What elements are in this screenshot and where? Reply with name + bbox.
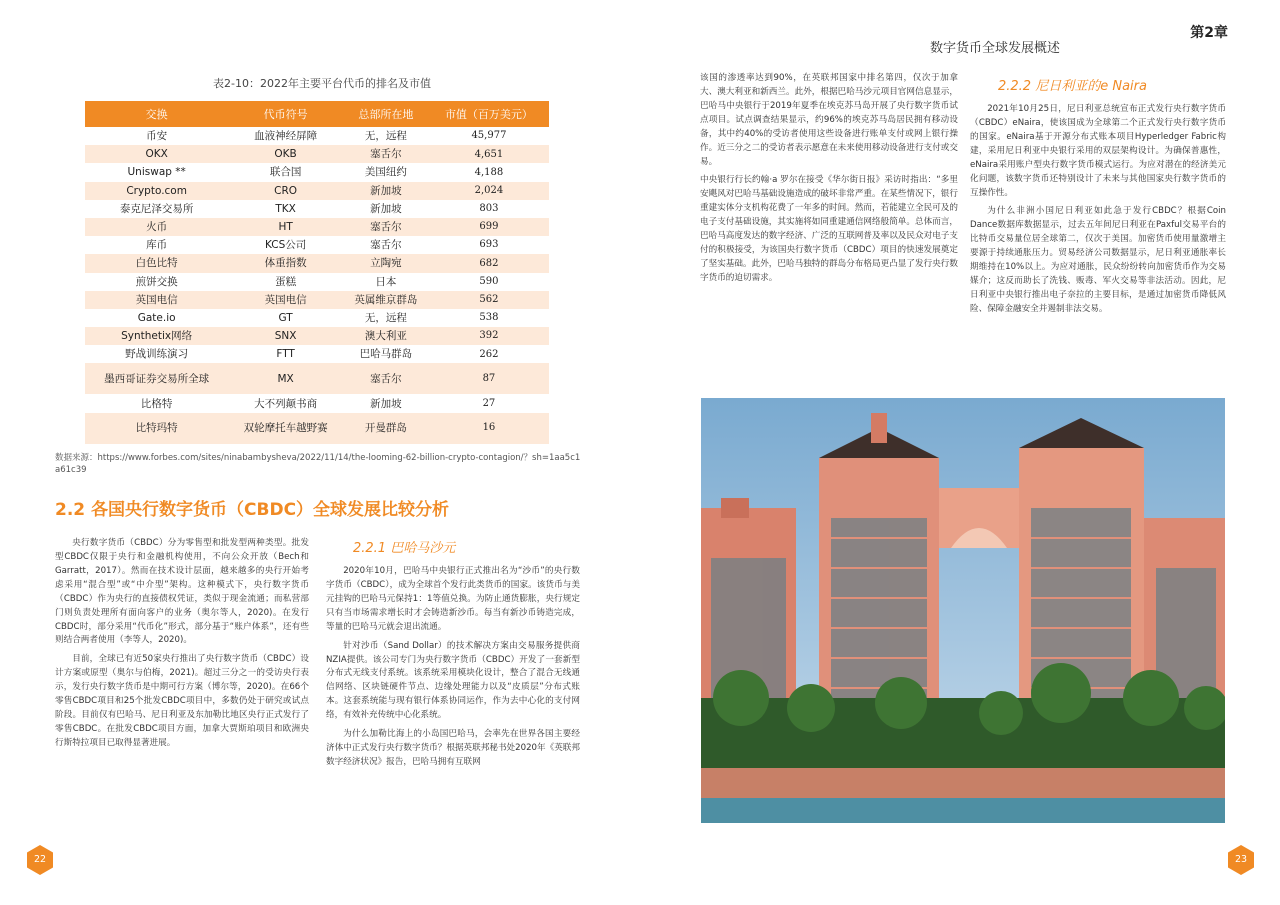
chapter-title: 数字货币全球发展概述	[930, 41, 1061, 56]
cell-hq: 立陶宛	[343, 254, 429, 272]
cell-exchange: 比特玛特	[85, 413, 228, 444]
table-row	[85, 200, 549, 218]
paragraph: 为什么加勒比海上的小岛国巴哈马，会率先在世界各国主要经济体中正式发行央行数字货币？根据英联邦秘书处2020年《英联邦数字经济状况》报告，巴哈马拥有互联网	[326, 729, 580, 767]
cell-exchange: 币安	[85, 127, 228, 145]
table-row	[85, 236, 549, 254]
cell-token: 联合国	[228, 163, 343, 181]
cell-hq: 日本	[343, 273, 429, 291]
cell-token: 体重指数	[228, 254, 343, 272]
page-number-text: 23	[1234, 854, 1248, 865]
cell-market-cap: 262	[429, 345, 549, 363]
bahamas-column	[326, 565, 580, 775]
table-row	[85, 394, 549, 412]
page-number-text: 22	[33, 854, 47, 865]
cell-hq: 澳大利亚	[343, 327, 429, 345]
nigeria-column	[970, 103, 1226, 322]
table-row	[85, 182, 549, 200]
cell-exchange: 火币	[85, 218, 228, 236]
paragraph: 央行数字货币（CBDC）分为零售型和批发型两种类型。批发型CBDC仅限于央行和金融机构使用，不向公众开放（Bech和Garratt，2017）。然而在技术设计层面，越来越多的央行开始考虑采用“混合型”或“中介型”架构。这种模式下，央行数字货币（CBDC）作为央行的直接债权凭证，类似于现金流通；而私营部门则负责处理所有面向客户的业务（奥尔等人，2020)。在发行CBDC时，部分采用“代币化”形式，部分基于“账户体系”，还有些则结合两者使用（李等人，2020)。	[55, 538, 309, 646]
cell-token: OKB	[228, 145, 343, 163]
cell-hq: 开曼群岛	[343, 413, 429, 444]
cell-exchange: OKX	[85, 145, 228, 163]
cell-exchange: Synthetix网络	[85, 327, 228, 345]
cell-market-cap: 682	[429, 254, 549, 272]
table-row	[85, 345, 549, 363]
cell-market-cap: 4,188	[429, 163, 549, 181]
cell-token: SNX	[228, 327, 343, 345]
section-title: 2.2 各国央行数字货币（CBDC）全球发展比较分析	[55, 500, 450, 520]
cell-market-cap: 4,651	[429, 145, 549, 163]
cell-token: 英国电信	[228, 291, 343, 309]
bahamas-continued-column	[700, 72, 958, 291]
table-caption: 表2-10：2022年主要平台代币的排名及市值	[213, 77, 431, 90]
paragraph: 2020年10月，巴哈马中央银行正式推出名为“沙币”的央行数字货币（CBDC），成为全球首个发行此类货币的国家。该货币与美元挂钩的巴哈马元保持1：1等值兑换。为防止通货膨胀，央行规定只有当市场需求增长时才会铸造新沙币。每当有新沙币铸造完成，等量的巴哈马元就会退出流通。	[326, 566, 580, 632]
cell-market-cap: 392	[429, 327, 549, 345]
cell-token: HT	[228, 218, 343, 236]
cell-hq: 塞舌尔	[343, 236, 429, 254]
cell-exchange: Uniswap **	[85, 163, 228, 181]
paragraph: 针对沙币（Sand Dollar）的技术解决方案由交易服务提供商NZIA提供。该公司专门为央行数字货币（CBDC）开发了一套新型分布式无线支付系统。该系统采用模块化设计，整合了混合无线通信网络、区块链硬件节点、边缘处理能力以及“皮质层”分布式账本。这套系统能与现有银行体系协同运作，作为去中心化的支付网络，有效补充传统中心化系统。	[326, 640, 580, 721]
subsection-title-bahamas: 2.2.1 巴哈马沙元	[353, 541, 456, 556]
table-header-row	[85, 101, 549, 127]
cell-exchange: Crypto.com	[85, 182, 228, 200]
cell-market-cap: 538	[429, 309, 549, 327]
cell-hq: 塞舌尔	[343, 363, 429, 394]
cell-exchange: 墨西哥证券交易所全球	[85, 363, 228, 394]
cell-token: 血液神经屏障	[228, 127, 343, 145]
cell-hq: 巴哈马群岛	[343, 345, 429, 363]
cell-hq: 美国纽约	[343, 163, 429, 181]
cell-exchange: 比格特	[85, 394, 228, 412]
cell-market-cap: 16	[429, 413, 549, 444]
cell-hq: 英属维京群岛	[343, 291, 429, 309]
cell-exchange: 白色比特	[85, 254, 228, 272]
table-row	[85, 163, 549, 181]
cell-token: 蛋糕	[228, 273, 343, 291]
cell-market-cap: 803	[429, 200, 549, 218]
cell-hq: 无，远程	[343, 309, 429, 327]
cell-hq: 塞舌尔	[343, 218, 429, 236]
cell-market-cap: 562	[429, 291, 549, 309]
cell-token: TKX	[228, 200, 343, 218]
cell-exchange: 英国电信	[85, 291, 228, 309]
table-row	[85, 309, 549, 327]
table-row	[85, 413, 549, 444]
cell-market-cap: 87	[429, 363, 549, 394]
col-header-exchange: 交换	[85, 101, 228, 127]
cell-token: MX	[228, 363, 343, 394]
paragraph: 目前，全球已有近50家央行推出了央行数字货币（CBDC）设计方案或原型（奥尔与伯梅，2021)。超过三分之一的受访央行表示，发行央行数字货币是中期可行方案（博尔等，2020)。在66个零售CBDC项目和25个批发CBDC项目中，多数仍处于研究或试点阶段。目前仅有巴哈马、尼日利亚及东加勒比地区央行正式发行了零售CBDC。在批发CBDC项目方面，加拿大贾斯珀项目和欧洲央行斯特拉项目已取得显著进展。	[55, 654, 309, 748]
table-row	[85, 327, 549, 345]
cell-market-cap: 699	[429, 218, 549, 236]
paragraph: 2021年10月25日，尼日利亚总统宣布正式发行央行数字货币（CBDC）eNaira，使该国成为全球第二个正式发行央行数字货币的国家。eNaira基于开源分布式账本项目Hyperledger Fabric构建，采用尼日利亚中央银行采用的双层架构设计。为确保普惠性，eNaira采用账户型央行数字货币模式运行。为应对潜在的经济美元化问题，该数字货币还特别设计了未来与其他国家央行数字货币的互操作性。	[970, 104, 1226, 198]
cell-token: GT	[228, 309, 343, 327]
page-number-left	[23, 843, 57, 877]
resort-illustration	[701, 398, 1225, 823]
cell-exchange: 野战训练演习	[85, 345, 228, 363]
cell-exchange: Gate.io	[85, 309, 228, 327]
subsection-title-nigeria: 2.2.2 尼日利亚的e Naira	[998, 79, 1147, 94]
table-row	[85, 127, 549, 145]
table-row	[85, 145, 549, 163]
col-header-token: 代币符号	[228, 101, 343, 127]
section-intro-column	[55, 537, 309, 756]
table-row	[85, 218, 549, 236]
cell-token: FTT	[228, 345, 343, 363]
cell-market-cap: 693	[429, 236, 549, 254]
cell-market-cap: 590	[429, 273, 549, 291]
cell-exchange: 泰克尼泽交易所	[85, 200, 228, 218]
paragraph: 该国的渗透率达到90%，在英联邦国家中排名第四，仅次于加拿大、澳大利亚和新西兰。此外，根据巴哈马沙元项目官网信息显示，巴哈马中央银行于2019年夏季在埃克苏马岛开展了央行数字货币试点项目。试点调查结果显示，约96%的埃克苏马岛居民拥有移动设备，其中约40%的受访者使用这些设备进行账单支付或网上银行操作。近三分之二的受访者表示愿意在未来使用移动设备进行支付或交易。	[700, 73, 958, 167]
cell-hq: 新加坡	[343, 200, 429, 218]
table-source-note: 数据来源：https://www.forbes.com/sites/ninabambysheva/2022/11/14/the-looming-62-billion-crypto-contagion/？sh=1aa5c1a61c39	[55, 453, 581, 475]
cell-exchange: 库币	[85, 236, 228, 254]
cell-token: 大不列颠书商	[228, 394, 343, 412]
cell-token: CRO	[228, 182, 343, 200]
paragraph: 中央银行行长约翰·a 罗尔在接受《华尔街日报》采访时指出：“多里安飓风对巴哈马基础设施造成的破坏非常严重。在某些情况下，银行重建实体分支机构花费了一年多的时间。然而，若能建立全民可及的电子支付基础设施，其实施将如同重建通信网络般简单。总体而言，巴哈马高度发达的数字经济、广泛的互联网普及率以及民众对电子支付的积极接受，为该国央行数字货币（CBDC）项目的快速发展奠定了坚实基础。此外，巴哈马独特的群岛分布格局更凸显了发行央行数字货币的迫切需求。	[700, 175, 958, 283]
table-row	[85, 273, 549, 291]
chapter-label: 第2章	[1190, 25, 1228, 41]
cell-market-cap: 45,977	[429, 127, 549, 145]
cell-token: 双轮摩托车越野赛	[228, 413, 343, 444]
col-header-market-cap: 市值（百万美元）	[429, 101, 549, 127]
table-row	[85, 363, 549, 394]
cell-hq: 新加坡	[343, 182, 429, 200]
table-row	[85, 291, 549, 309]
cell-market-cap: 2,024	[429, 182, 549, 200]
ranking-table	[85, 101, 549, 444]
cell-exchange: 煎饼交换	[85, 273, 228, 291]
table-row	[85, 254, 549, 272]
cell-token: KCS公司	[228, 236, 343, 254]
cell-hq: 新加坡	[343, 394, 429, 412]
page-number-right	[1224, 843, 1258, 877]
cell-market-cap: 27	[429, 394, 549, 412]
cell-hq: 无，远程	[343, 127, 429, 145]
col-header-hq: 总部所在地	[343, 101, 429, 127]
paragraph: 为什么非洲小国尼日利亚如此急于发行CBDC？根据Coin Dance数据库数据显示，过去五年间尼日利亚在Paxful交易平台的比特币交易量位居全球第二，仅次于美国。加密货币使用量激增主要源于持续通胀压力。贸易经济公司数据显示，尼日利亚通胀率长期维持在10%以上。为应对通胀，民众纷纷转向加密货币作为交易媒介；这反而助长了洗钱、贩毒、军火交易等非法活动。因此，尼日利亚中央银行推出电子奈拉的主要目标，是通过加密货币降低风险、保障金融安全并遏制非法交易。	[970, 206, 1226, 314]
cell-hq: 塞舌尔	[343, 145, 429, 163]
atlantis-resort-photo	[701, 398, 1225, 823]
